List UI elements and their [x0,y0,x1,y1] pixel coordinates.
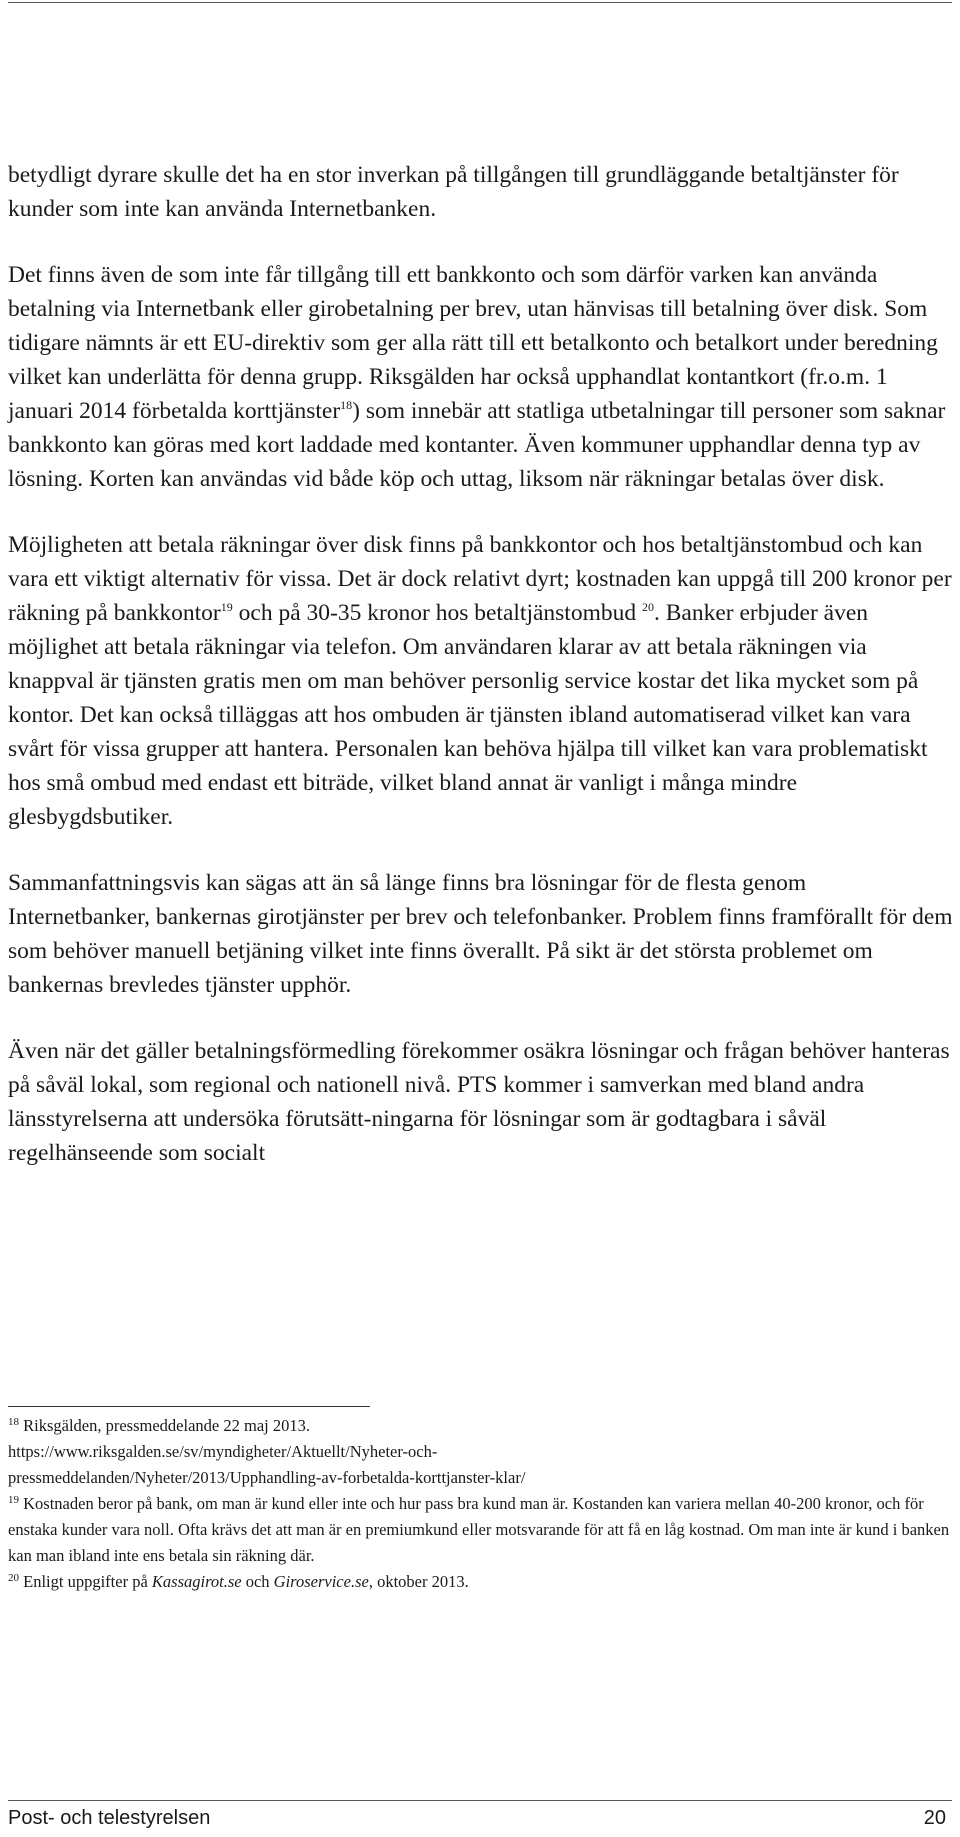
paragraph-4: Sammanfattningsvis kan sägas att än så länge finns bra lösningar för de flesta genom Internetbanker, bankernas girotjänster per brev och telefonbanker. Problem finns framförallt för dem som behöver manuell betjäning vilket inte finns överallt. På sikt är det största problemet om bankernas brevledes tjänster upphör. [8,870,953,998]
page-footer [8,1806,946,1830]
footnote-20: $^{20}$ Enligt uppgifter på Kassagirot.se och Giroservice.se, oktober 2013. [8,1572,469,1591]
footnote-19: $^{19}$ Kostnaden beror på bank, om man är kund eller inte och hur pass bra kund man är. Kostanden kan variera mellan 40-200 kronor, och för enstaka kunder vara noll. Ofta krävs det att man är en premiumkund eller motsvarande för att få en låg kostnad. Om man inte är kund i banken kan man ibland inte ens betala sin räkning där. [8,1494,950,1565]
paragraph-2: Det finns även de som inte får tillgång till ett bankkonto och som därför varken kan använda betalning via Internetbank eller girobetalning per brev, utan hänvisas till betalning över disk. Som tidigare nämnts är ett EU-direktiv som ger alla rätt till ett betalkonto och betalkort under beredning vilket kan underlätta för denna grupp. Riksgälden har också upphandlat kontantkort (fr.o.m. 1 januari 2014 förbetalda korttjänster$^{18}$) som innebär att statliga utbetalningar till personer som saknar bankkonto kan göras med kort laddade med kontanter. Även kommuner upphandlar denna typ av lösning. Korten kan användas vid både köp och uttag, liksom när räkningar betalas över disk. [8,262,946,492]
footnote-separator [8,1406,370,1407]
footer-rule [8,1800,952,1801]
kassagirot-link[interactable]: Kassagirot.se [151,1572,242,1591]
giroservice-link[interactable]: Giroservice.se [273,1572,369,1591]
footnotes [8,1413,953,1595]
page-number: 20 [923,1807,946,1829]
footnote-ref-18[interactable]: 18 [340,398,353,412]
footnote-ref-19[interactable]: 19 [220,600,233,614]
footnote-18-link[interactable]: https://www.riksgalden.se/sv/myndigheter/Aktuellt/Nyheter-och- pressmeddelanden/Nyheter/2013/Upphandling-av-forbetalda-korttjanster-klar/ [8,1442,526,1487]
body-text [8,158,953,1202]
footnote-ref-20[interactable]: 20 [642,600,654,614]
paragraph-3: Möjligheten att betala räkningar över disk finns på bankkontor och hos betaltjänstombud och kan vara ett viktigt alternativ för vissa. Det är dock relativt dyrt; kostnaden kan uppgå till 200 kronor per räkning på bankkontor$^{19}$ och på 30-35 kronor hos betaltjänstombud $^{20}$. Banker erbjuder även möjlighet att betala räkningar via telefon. Om användaren klarar av att betala räkningen via knappval är tjänsten gratis men om man behöver personlig service kostar det lika mycket som på kontor. Det kan också tilläggas att hos ombuden är tjänsten ibland automatiserad vilket kan vara svårt för vissa grupper att hantera. Personalen kan behöva hjälpa till vilket kan vara problematiskt hos små ombud med endast ett biträde, vilket bland annat är vanligt i många mindre glesbygdsbutiker. [8,532,952,830]
paragraph-5: Även när det gäller betalningsförmedling förekommer osäkra lösningar och frågan behöver hanteras på såväl lokal, som regional och nationell nivå. PTS kommer i samverkan med bland andra länsstyrelserna att undersöka förutsätt-ningarna för lösningar som är godtagbara i såväl regelhänseende som socialt [8,1038,950,1166]
paragraph-1: betydligt dyrare skulle det ha en stor inverkan på tillgången till grundläggande betaltjänster för kunder som inte kan använda Internetbanken. [8,162,899,222]
footer-organization: Post- och telestyrelsen [8,1807,211,1829]
header-rule [8,2,952,3]
footnote-18: $^{18}$ Riksgälden, pressmeddelande 22 maj 2013. [8,1416,310,1435]
